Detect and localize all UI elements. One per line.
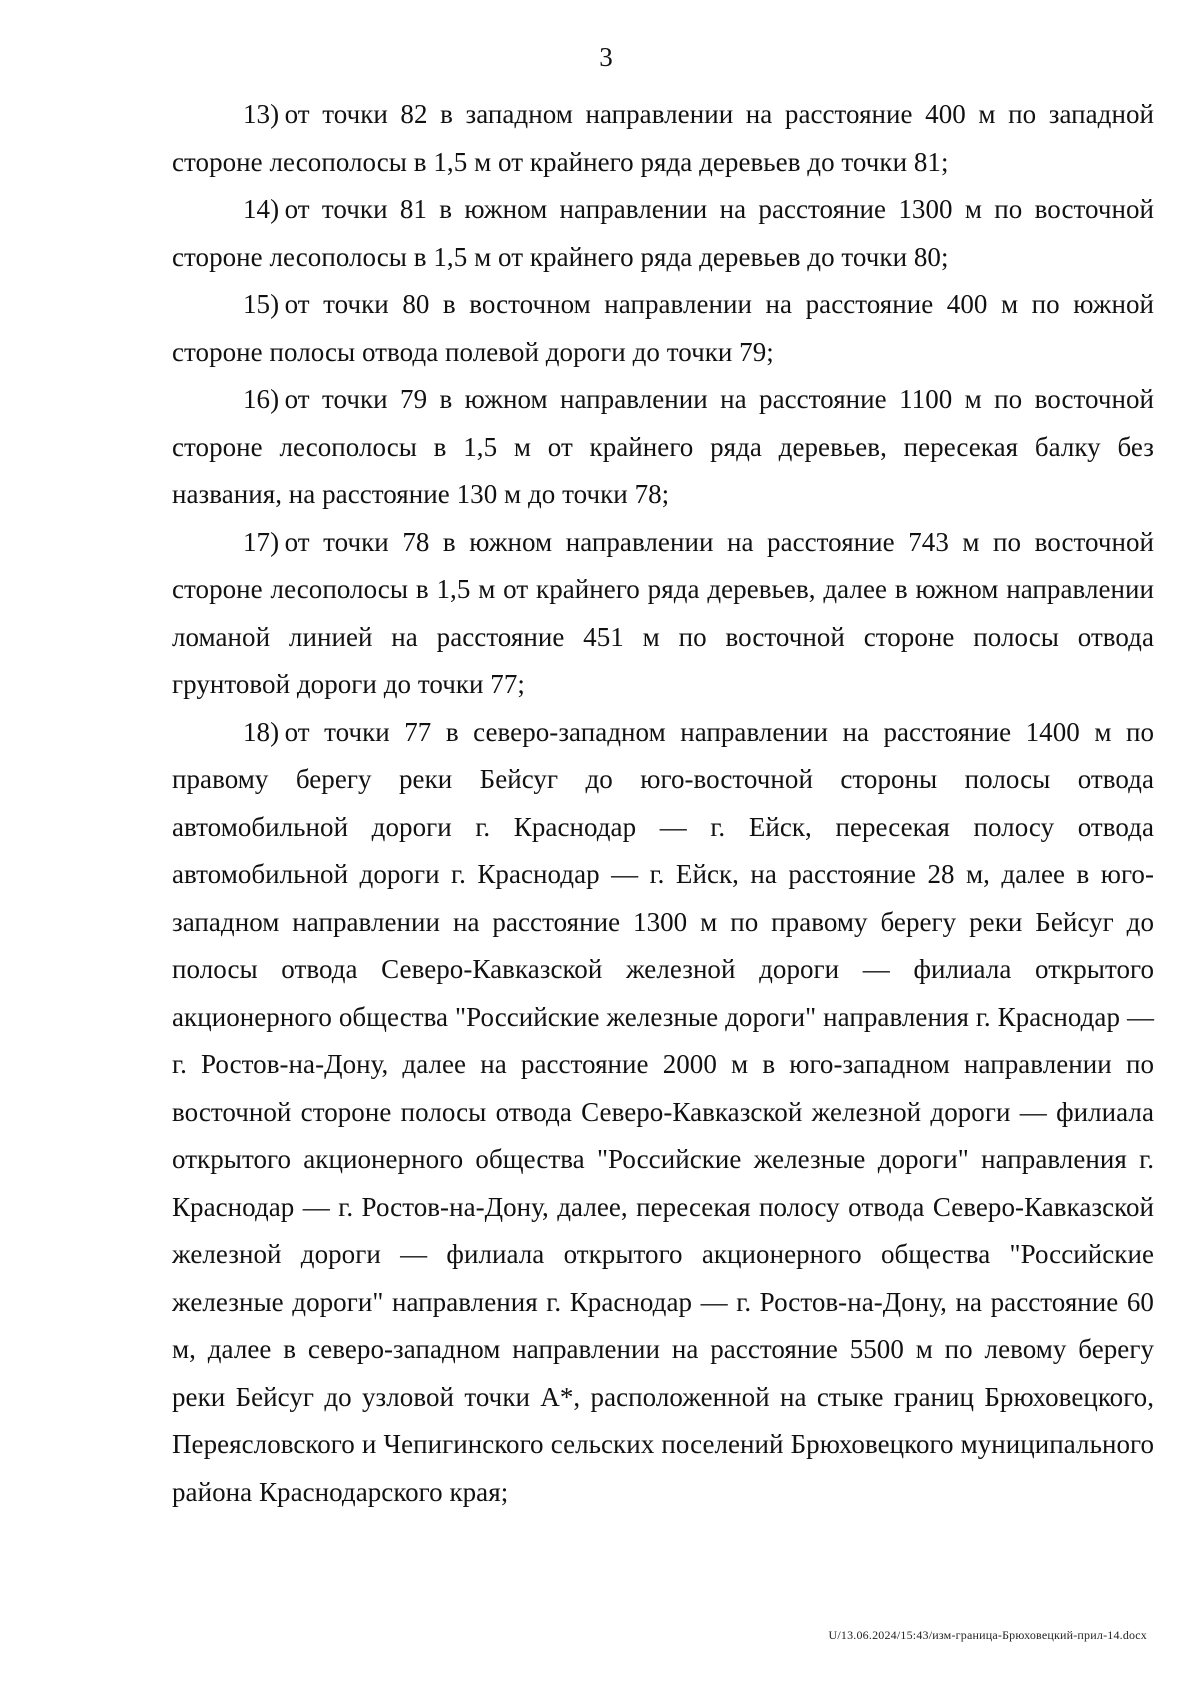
paragraph-item-14: 14) от точки 81 в южном направлении на расстояние 1300 м по восточной стороне лесополосы в 1,5 м от крайнего ряда деревьев до точки 80;	[172, 194, 1154, 272]
paragraph-item-16: 16) от точки 79 в южном направлении на расстояние 1100 м по восточной стороне лесополосы в 1,5 м от крайнего ряда деревьев, пересекая балку без названия, на расстояние 130 м до точки 78;	[172, 384, 1154, 509]
paragraph-item-18: 18) от точки 77 в северо-западном направлении на расстояние 1400 м по правому берегу реки Бейсуг до юго-восточной стороны полосы отвода автомобильной дороги г. Краснодар — г. Ейск, пересекая полосу отвода автомобильной дороги г. Краснодар — г. Ейск, на расстояние 28 м, далее в юго-западном направлении на расстояние 1300 м по правому берегу реки Бейсуг до полосы отвода Северо-Кавказской железной дороги — филиала открытого акционерного общества "Российские железные дороги" направления г. Краснодар — г. Ростов-на-Дону, далее на расстояние 2000 м в юго-западном направлении по восточной стороне полосы отвода Северо-Кавказской железной дороги — филиала открытого акционерного общества "Российские железные дороги" направления г. Краснодар — г. Ростов-на-Дону, далее, пересекая полосу отвода Северо-Кавказской железной дороги — филиала открытого акционерного общества "Российские железные дороги" направления г. Краснодар — г. Ростов-на-Дону, на расстояние 60 м, далее в северо-западном направлении на расстояние 5500 м по левому берегу реки Бейсуг до узловой точки А*, расположенной на стыке границ Брюховецкого, Переясловского и Чепигинского сельских поселений Брюховецкого муниципального района Краснодарского края;	[172, 716, 1154, 1507]
document-body	[172, 91, 1154, 1516]
page-number: 3	[599, 42, 613, 72]
paragraph-item-15: 15) от точки 80 в восточном направлении на расстояние 400 м по южной стороне полосы отвода полевой дороги до точки 79;	[172, 289, 1154, 367]
file-stamp: U/13.06.2024/15:43/изм-граница-Брюховецкий-прил-14.docx	[828, 1628, 1147, 1642]
paragraph-item-13: 13) от точки 82 в западном направлении на расстояние 400 м по западной стороне лесополосы в 1,5 м от крайнего ряда деревьев до точки 81;	[172, 99, 1154, 177]
paragraph-item-17: 17) от точки 78 в южном направлении на расстояние 743 м по восточной стороне лесополосы в 1,5 м от крайнего ряда деревьев, далее в южном направлении ломаной линией на расстояние 451 м по восточной стороне полосы отвода грунтовой дороги до точки 77;	[172, 526, 1154, 699]
